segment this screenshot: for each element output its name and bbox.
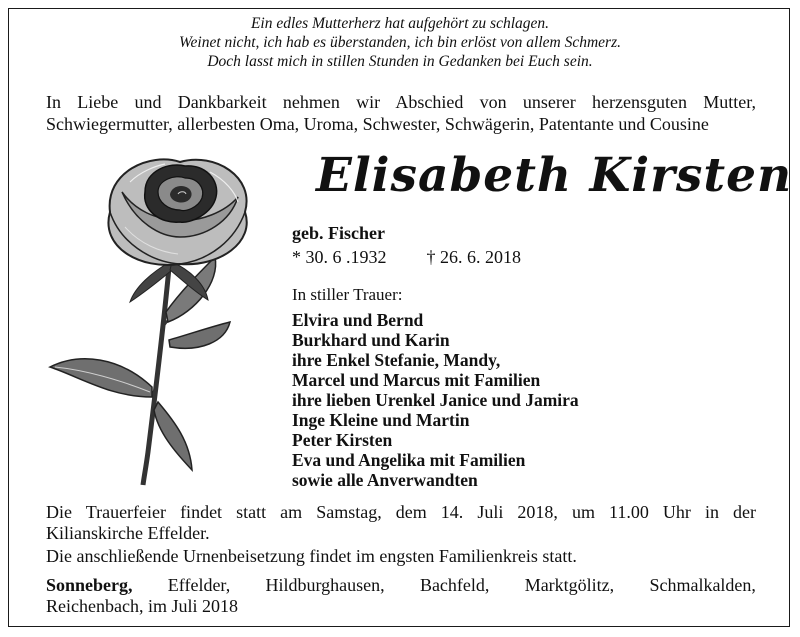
verse-line: Weinet nicht, ich hab es überstanden, ich bin erlöst von allem Schmerz. [179, 34, 621, 51]
ceremony-line: Die Trauerfeier findet statt am Samstag, dem 14. Juli 2018, um 11.00 Uhr in der [46, 502, 756, 522]
ceremony-info [46, 502, 756, 544]
place-word: Hildburghausen, [265, 575, 385, 595]
memorial-verse [0, 14, 800, 71]
place-and-date [46, 575, 756, 617]
mourner-entry: Burkhard und Karin [292, 330, 450, 350]
mourner-entry: sowie alle Anverwandten [292, 470, 478, 490]
birth-date: * 30. 6 .1932 [292, 247, 387, 267]
intro-line: In Liebe und Dankbarkeit nehmen wir Abschied von unserer herzensguten Mutter, [46, 92, 756, 112]
ceremony-line: Kilianskirche Effelder. [46, 523, 210, 543]
place-word: Marktgölitz, [524, 575, 615, 595]
maiden-name: geb. Fischer [292, 223, 385, 243]
place-word: Schmalkalden, [649, 575, 756, 595]
city-name: Sonneberg, [46, 575, 133, 595]
mourner-entry: ihre lieben Urenkel Janice und Jamira [292, 390, 579, 410]
verse-line: Doch lasst mich in stillen Stunden in Gedanken bei Euch sein. [207, 53, 593, 70]
deceased-name: Elisabeth Kirsten [316, 148, 793, 203]
mourning-label: In stiller Trauer: [292, 285, 403, 304]
place-word: Bachfeld, [419, 575, 490, 595]
places-line: Reichenbach, im Juli 2018 [46, 596, 238, 616]
death-date: † 26. 6. 2018 [426, 247, 521, 267]
urn-burial-info: Die anschließende Urnenbeisetzung findet im engsten Familienkreis statt. [46, 546, 577, 566]
life-dates [292, 247, 521, 268]
farewell-intro [46, 91, 756, 135]
intro-line: Schwiegermutter, allerbesten Oma, Uroma, Schwester, Schwägerin, Patentante und Cousine [46, 114, 709, 134]
mourner-entry: Eva und Angelika mit Familien [292, 450, 526, 470]
mourner-entry: Elvira und Bernd [292, 310, 424, 330]
verse-line: Ein edles Mutterherz hat aufgehört zu schlagen. [250, 15, 550, 32]
mourners-list [292, 310, 579, 490]
places-line [46, 575, 756, 596]
mourner-entry: Marcel und Marcus mit Familien [292, 370, 541, 390]
place-word: Effelder, [167, 575, 231, 595]
mourner-entry: Inge Kleine und Martin [292, 410, 470, 430]
mourner-entry: ihre Enkel Stefanie, Mandy, [292, 350, 501, 370]
rose-icon [40, 152, 270, 487]
mourner-entry: Peter Kirsten [292, 430, 393, 450]
